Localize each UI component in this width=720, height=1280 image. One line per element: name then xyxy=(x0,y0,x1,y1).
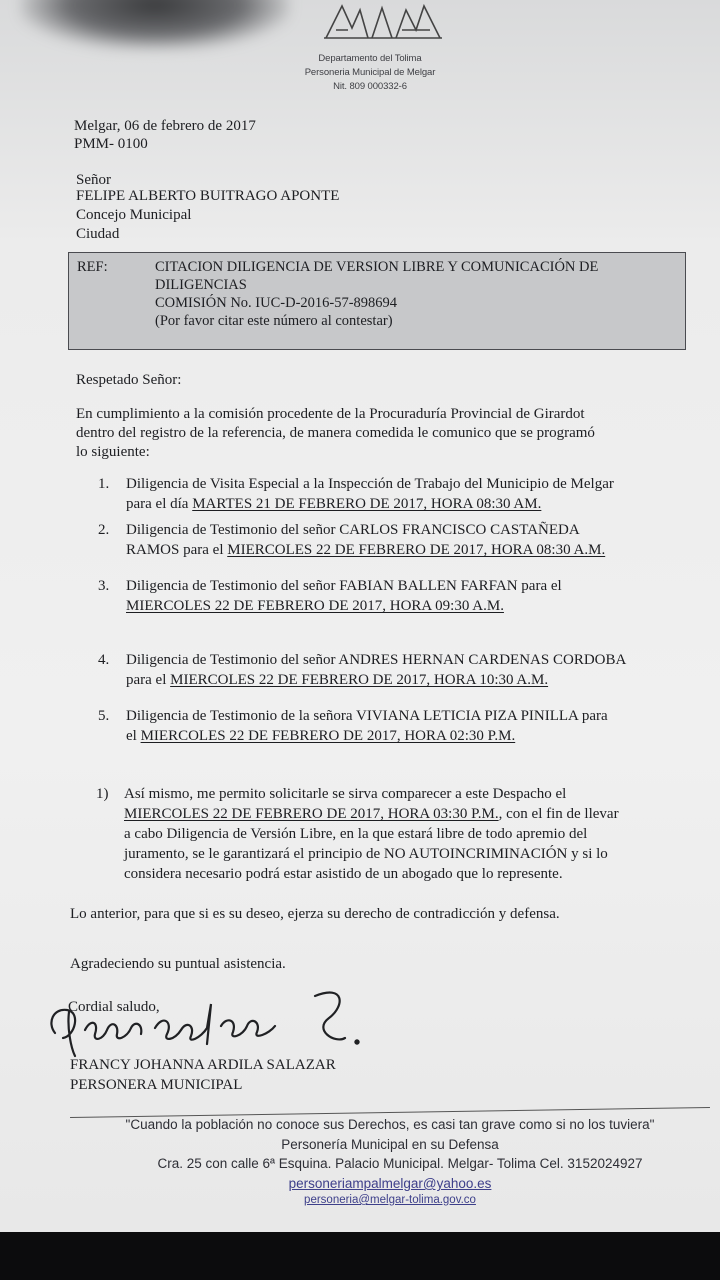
bottom-black-bar xyxy=(0,1232,720,1280)
place-date: Melgar, 06 de febrero de 2017 xyxy=(74,118,256,134)
footer-quote: "Cuando la población no conoce sus Derechos, es casi tan grave como si no los tuviera" xyxy=(125,1117,655,1132)
regards: Cordial saludo, xyxy=(68,999,160,1015)
signer-name: FRANCY JOHANNA ARDILA SALAZAR xyxy=(70,1057,336,1073)
letter-page: Departamento del Tolima Personeria Municipal de Melgar Nit. 809 000332-6 Melgar, 06 de febrero de 2017 PMM- 0100 Señor FELIPE ALBERTO BUITRAGO APONTE Concejo Municipal Ciudad REF: CITACION DILIGENCIA DE VERSION LIBRE Y COMUNICACIÓN DE DILIGENCIAS COMISIÓN No. IUC-D-2016-57-898694 (Por favor citar este número al contestar) Respetado Señor: En cumplimiento a la comisión procedente de la Procuraduría Provincial de Girardot dentro del registro de la referencia, de manera comedida le comunico que se programó lo siguiente: 1. Diligencia de Visita Especial a la Inspección de Trabajo del Municipio de Melgar para el día MARTES 21 DE FEBRERO DE 2017, HORA 08:30 AM. 2. Diligencia de Testimonio del señor CARLOS FRANCISCO CASTAÑEDA RAMOS para el MIERCOLES 22 DE FEBRERO DE 2017, HORA 08:30 A.M. 3. Diligencia de Testimonio del señor FABIAN BALLEN FARFAN para el MIERCOLES 22 DE FEBRERO DE 2017, HORA 09:30 A.M. 4. Diligencia de Testimonio del señor ANDRES HERNAN CARDENAS CORDOBA para el MIERCOLES 22 DE FEBRERO DE 2017, HORA 10:30 A.M. 5. Diligencia de Testimonio de la señora VIVIANA LETICIA PIZA PINILLA para el MIERCOLES 22 DE FEBRERO DE 2017, HORA 02:30 P.M. 1) Así mismo, me permito solicitarle se sirva comparecer a este Despacho el MIERCOLES 22 DE FEBRERO DE 2017, HORA 03:30 P.M., con el fin de llevar a cabo Diligencia de Versión Libre, en la que estará libre de todo apremio del juramento, se le garantizará el principio de NO AUTOINCRIMINACIÓN y si lo considera necesario podrá estar asistido de un abogado que lo represente. Lo anterior, para que si es su deseo, ejerza su derecho de contradicción y defensa. Agradeciendo su puntual asistencia. Cordial saludo, FRANCY JOHANNA ARDILA SALAZAR PERSONERA MUNICIPAL "Cuando la población no conoce sus Derechos, es casi tan grave como si no los tuviera" Personería Municipal en su Defensa Cra. 25 con calle 6ª Esquina. Palacio Municipal. Melgar- Tolima Cel. 3152024927 personeriampalmelgar@yahoo.es personeria@melgar-tolima.gov.co xyxy=(0,0,720,1232)
ref-note: (Por favor citar este número al contestar) xyxy=(155,313,393,329)
salutation-to: Señor xyxy=(76,172,111,188)
ref-label: REF: xyxy=(77,259,108,275)
recipient-org: Concejo Municipal xyxy=(76,207,192,223)
closing-thanks: Agradeciendo su puntual asistencia. xyxy=(70,956,286,972)
ref-commission: COMISIÓN No. IUC-D-2016-57-898694 xyxy=(155,295,398,311)
signer-title: PERSONERA MUNICIPAL xyxy=(70,1077,243,1093)
footer-email-row-2 xyxy=(90,1194,690,1206)
date-underlined: MIERCOLES 22 DE FEBRERO DE 2017, HORA 09:30 A.M. xyxy=(126,598,504,614)
footer-email-row xyxy=(90,1176,690,1191)
reference-box xyxy=(68,252,686,350)
handwritten-signature xyxy=(45,978,365,1068)
finger-shadow xyxy=(20,0,290,50)
ref-line-1: CITACION DILIGENCIA DE VERSION LIBRE Y COMUNICACIÓN DE xyxy=(155,259,599,275)
reference-code: PMM- 0100 xyxy=(74,136,148,152)
date-underlined: MIERCOLES 22 DE FEBRERO DE 2017, HORA 08:30 A.M. xyxy=(227,542,606,558)
header-nit: Nit. 809 000332-6 xyxy=(333,81,407,92)
intro-line-2: dentro del registro de la referencia, de manera comedida le comunico que se programó xyxy=(76,425,595,441)
recipient-name: FELIPE ALBERTO BUITRAGO APONTE xyxy=(76,188,340,204)
footer-tagline: Personería Municipal en su Defensa xyxy=(281,1137,499,1152)
intro-line-3: lo siguiente: xyxy=(76,444,150,460)
greeting: Respetado Señor: xyxy=(76,372,182,388)
ref-line-2: DILIGENCIAS xyxy=(155,277,247,293)
header-office: Personeria Municipal de Melgar xyxy=(304,67,436,78)
intro-line-1: En cumplimiento a la comisión procedente de la Procuraduría Provincial de Girardot xyxy=(76,406,585,422)
header-dept: Departamento del Tolima xyxy=(318,53,422,64)
municipal-logo xyxy=(322,0,444,44)
closing-line: Lo anterior, para que si es su deseo, ejerza su derecho de contradicción y defensa. xyxy=(70,906,560,922)
date-underlined: MIERCOLES 22 DE FEBRERO DE 2017, HORA 10:30 A.M. xyxy=(170,672,549,688)
email-link-gov[interactable]: personeria@melgar-tolima.gov.co xyxy=(304,1194,476,1206)
date-underlined: MIERCOLES 22 DE FEBRERO DE 2017, HORA 03:30 P.M. xyxy=(124,806,499,822)
recipient-city: Ciudad xyxy=(76,226,120,242)
date-underlined: MARTES 21 DE FEBRERO DE 2017, HORA 08:30 AM. xyxy=(192,496,542,512)
email-link-yahoo[interactable]: personeriampalmelgar@yahoo.es xyxy=(288,1176,492,1191)
date-underlined: MIERCOLES 22 DE FEBRERO DE 2017, HORA 02:30 P.M. xyxy=(140,728,516,744)
footer-address: Cra. 25 con calle 6ª Esquina. Palacio Municipal. Melgar- Tolima Cel. 3152024927 xyxy=(157,1156,643,1171)
